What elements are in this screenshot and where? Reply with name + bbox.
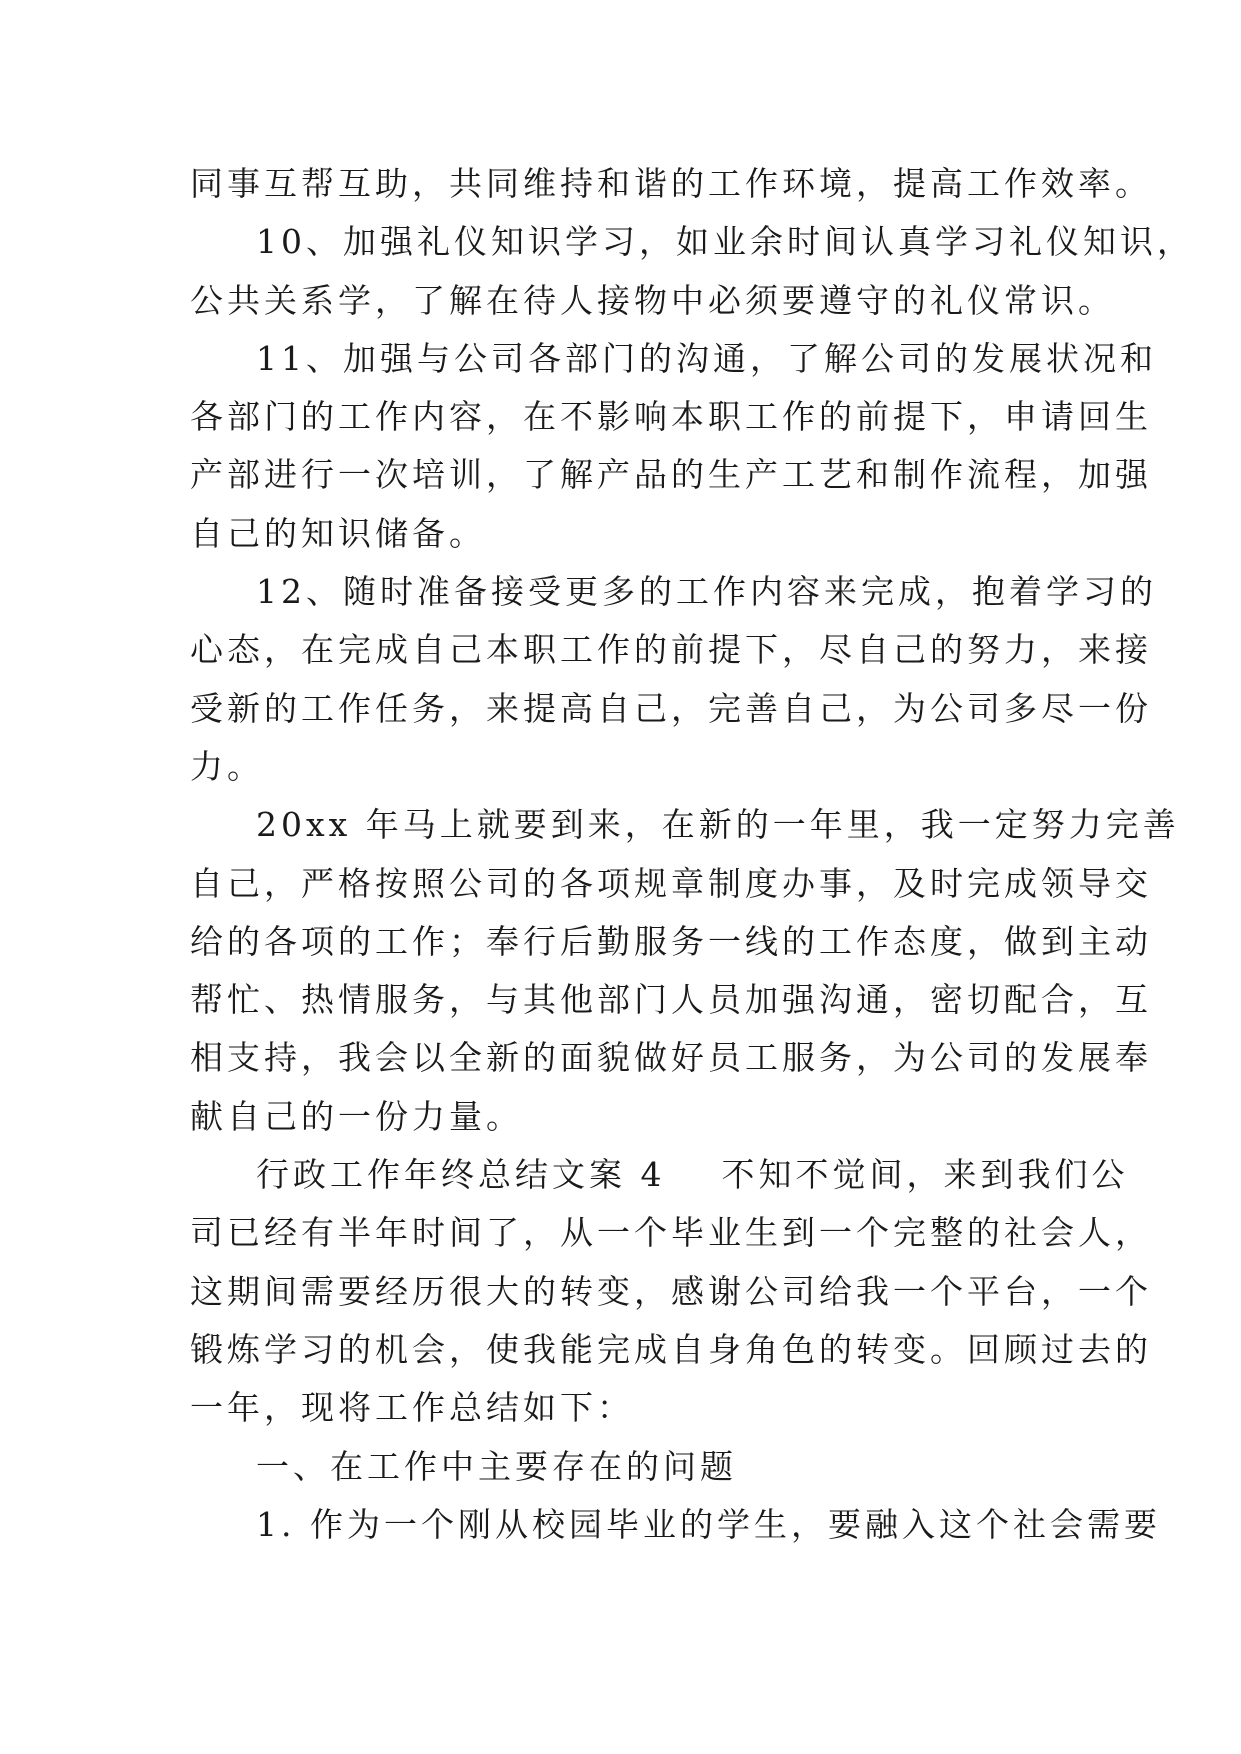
section-heading-line xyxy=(190,1146,1129,1204)
text-line: 帮忙、热情服务，与其他部门人员加强沟通，密切配合，互 xyxy=(190,980,1152,1020)
text-line: 给的各项的工作；奉行后勤服务一线的工作态度，做到主动 xyxy=(190,921,1152,961)
document-body xyxy=(190,155,1194,1554)
text-fragment: 不知不觉间，来到我们公 xyxy=(721,1155,1129,1195)
subheading-line: 一、在工作中主要存在的问题 xyxy=(256,1446,737,1486)
text-line: 20xx 年马上就要到来，在新的一年里，我一定努力完善 xyxy=(256,805,1180,845)
text-line: 这期间需要经历很大的转变，感谢公司给我一个平台，一个 xyxy=(190,1271,1152,1311)
text-line: 公共关系学，了解在待人接物中必须要遵守的礼仪常识。 xyxy=(190,280,1115,320)
text-line: 力。 xyxy=(190,746,264,786)
text-line: 自己，严格按照公司的各项规章制度办事，及时完成领导交 xyxy=(190,863,1152,903)
text-line: 11、加强与公司各部门的沟通，了解公司的发展状况和 xyxy=(256,338,1157,378)
text-line: 1. 作为一个刚从校园毕业的学生，要融入这个社会需要 xyxy=(256,1504,1161,1544)
section-heading: 行政工作年终总结文案 4 xyxy=(256,1155,666,1195)
text-line: 一年，现将工作总结如下： xyxy=(190,1388,634,1428)
text-line: 自己的知识储备。 xyxy=(190,513,486,553)
text-line: 各部门的工作内容，在不影响本职工作的前提下，申请回生 xyxy=(190,397,1152,437)
text-line: 锻炼学习的机会，使我能完成自身角色的转变。回顾过去的 xyxy=(190,1329,1152,1369)
text-line: 12、随时准备接受更多的工作内容来完成，抱着学习的 xyxy=(256,572,1157,612)
text-line: 献自己的一份力量。 xyxy=(190,1096,523,1136)
text-line: 产部进行一次培训，了解产品的生产工艺和制作流程，加强 xyxy=(190,455,1152,495)
text-line: 10、加强礼仪知识学习，如业余时间认真学习礼仪知识， xyxy=(256,222,1194,262)
text-line: 受新的工作任务，来提高自己，完善自己，为公司多尽一份 xyxy=(190,688,1152,728)
text-line: 同事互帮互助，共同维持和谐的工作环境，提高工作效率。 xyxy=(190,164,1152,203)
text-line: 司已经有半年时间了，从一个毕业生到一个完整的社会人， xyxy=(190,1213,1152,1253)
text-line: 相支持，我会以全新的面貌做好员工服务，为公司的发展奉 xyxy=(190,1038,1152,1078)
text-line: 心态，在完成自己本职工作的前提下，尽自己的努力，来接 xyxy=(190,630,1152,670)
